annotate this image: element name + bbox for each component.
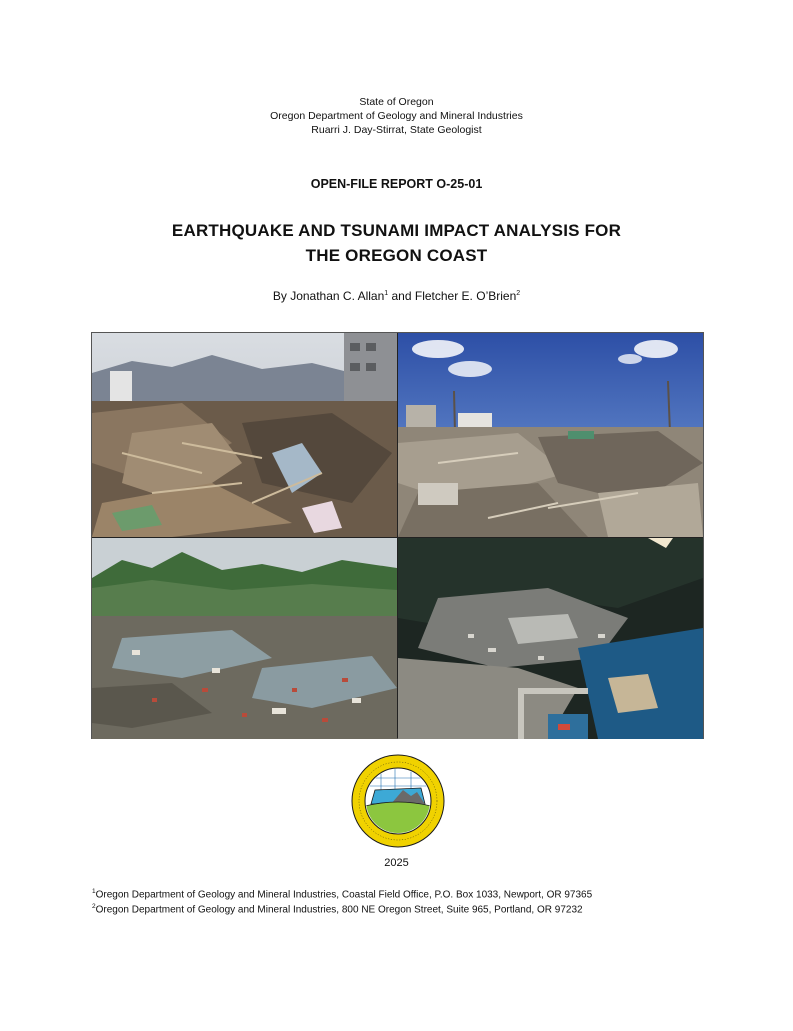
affiliation-2-superscript: 2 [92,903,96,910]
header-agency: Oregon Department of Geology and Mineral Industries [270,110,523,122]
photo-aerial-flood [92,538,397,739]
publication-year: 2025 [384,857,409,869]
photo-debris-street [92,333,397,537]
author-2: Fletcher E. O’Brien [414,289,517,303]
author-prefix: By [272,289,291,303]
title-line-1: EARTHQUAKE AND TSUNAMI IMPACT ANALYSIS FOR [171,221,622,240]
photo-aerial-harbor [398,538,703,739]
author-line [0,289,793,303]
report-title [0,218,793,268]
affiliation-1-text: Oregon Department of Geology and Mineral Industries, Coastal Field Office, P.O. Box 1033, Newport, OR 97365 [95,889,593,901]
author-2-superscript: 2 [516,290,521,297]
title-line-2: THE OREGON COAST [305,246,488,265]
author-conjunction: and [388,289,415,303]
report-number: OPEN-FILE REPORT O-25-01 [310,177,483,191]
dogami-seal-icon [351,754,445,848]
affiliation-1 [92,885,592,901]
affiliation-2 [92,900,583,916]
header-state: State of Oregon [359,96,434,108]
header-state-geologist: Ruarri J. Day-Stirrat, State Geologist [311,124,482,136]
author-1-superscript: 1 [384,290,389,297]
cover-photo-collage [91,332,704,739]
affiliation-2-text: Oregon Department of Geology and Mineral Industries, 800 NE Oregon Street, Suite 965, Portland, OR 97232 [95,904,583,916]
photo-debris-blue-sky [398,333,703,537]
author-1: Jonathan C. Allan [290,289,385,303]
affiliation-1-superscript: 1 [92,888,96,895]
